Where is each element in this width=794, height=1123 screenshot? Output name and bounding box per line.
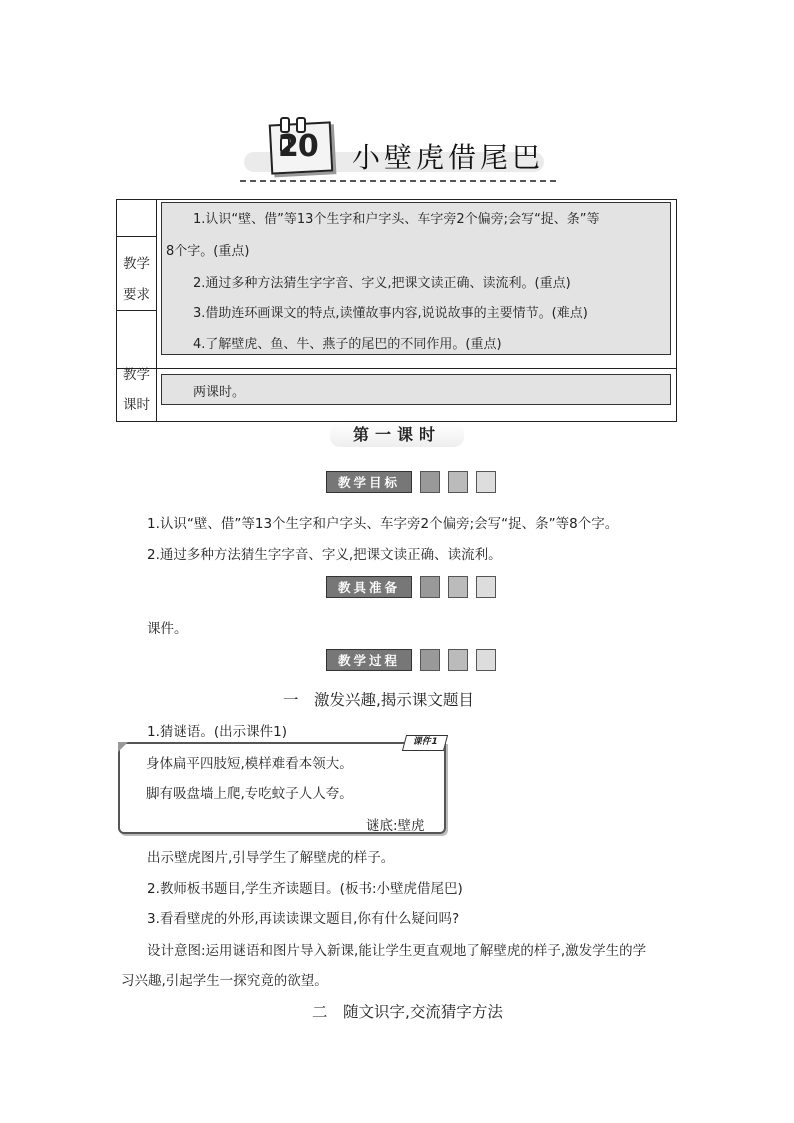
goal-item-1: 1.认识“壁、借”等13个生字和户字头、车字旁2个偏旁;会写“捉、条”等8个字。 (147, 516, 619, 532)
requirements-table (116, 199, 677, 422)
lesson-number: 20 (278, 129, 318, 164)
hours-label-2: 课时 (123, 397, 150, 413)
hours-value: 两课时。 (193, 385, 246, 400)
riddle-line-1: 身体扁平四肢短,模样难看本领大。 (146, 756, 353, 772)
requirements-label-1: 教学 (123, 256, 150, 272)
calendar-icon (270, 117, 332, 171)
requirement-item-1: 1.认识“壁、借”等13个生字和户字头、车字旁2个偏旁;会写“捉、条”等 (193, 212, 600, 227)
process-heading (326, 649, 498, 671)
requirement-item-1-cont: 8个字。(重点) (166, 244, 250, 259)
hours-label-1: 教学 (123, 367, 150, 383)
part1-heading: 一 激发兴趣,揭示课文题目 (283, 691, 474, 709)
goals-heading (326, 471, 498, 493)
tools-text: 课件。 (147, 621, 188, 637)
after-riddle-text: 出示壁虎图片,引导学生了解壁虎的样子。 (147, 850, 395, 866)
step-3: 3.看看壁虎的外形,再读读课文题目,你有什么疑问吗? (147, 911, 460, 927)
design-intent-line-1: 设计意图:运用谜语和图片导入新课,能让学生更直观地了解壁虎的样子,激发学生的学 (147, 943, 647, 959)
goal-item-2: 2.通过多种方法猜生字字音、字义,把课文读正确、读流利。 (147, 547, 502, 563)
step-2: 2.教师板书题目,学生齐读题目。(板书:小壁虎借尾巴) (147, 881, 463, 897)
tools-tag: 教具准备 (326, 576, 412, 598)
process-tag: 教学过程 (326, 649, 412, 671)
step-1: 1.猜谜语。(出示课件1) (147, 724, 288, 740)
goals-tag: 教学目标 (326, 471, 412, 493)
lesson-title: 小壁虎借尾巴 (352, 141, 545, 174)
requirements-label-2: 要求 (123, 287, 150, 303)
courseware-badge: 课件1 (402, 735, 448, 751)
requirement-item-4: 4.了解壁虎、鱼、牛、燕子的尾巴的不同作用。(重点) (193, 337, 502, 352)
requirement-item-2: 2.通过多种方法猜生字字音、字义,把课文读正确、读流利。(重点) (193, 276, 571, 291)
design-intent-line-2: 习兴趣,引起学生一探究竟的欲望。 (121, 973, 328, 989)
section-title: 第一课时 (330, 423, 464, 447)
courseware-box (118, 737, 446, 834)
requirement-item-3: 3.借助连环画课文的特点,读懂故事内容,说说故事的主要情节。(难点) (193, 306, 588, 321)
title-divider (240, 180, 556, 182)
riddle-line-2: 脚有吸盘墙上爬,专吃蚊子人人夸。 (146, 786, 353, 802)
tools-heading (326, 576, 498, 598)
part2-heading: 二 随文识字,交流猜字方法 (312, 1003, 503, 1021)
riddle-answer: 谜底:壁虎 (366, 818, 425, 834)
